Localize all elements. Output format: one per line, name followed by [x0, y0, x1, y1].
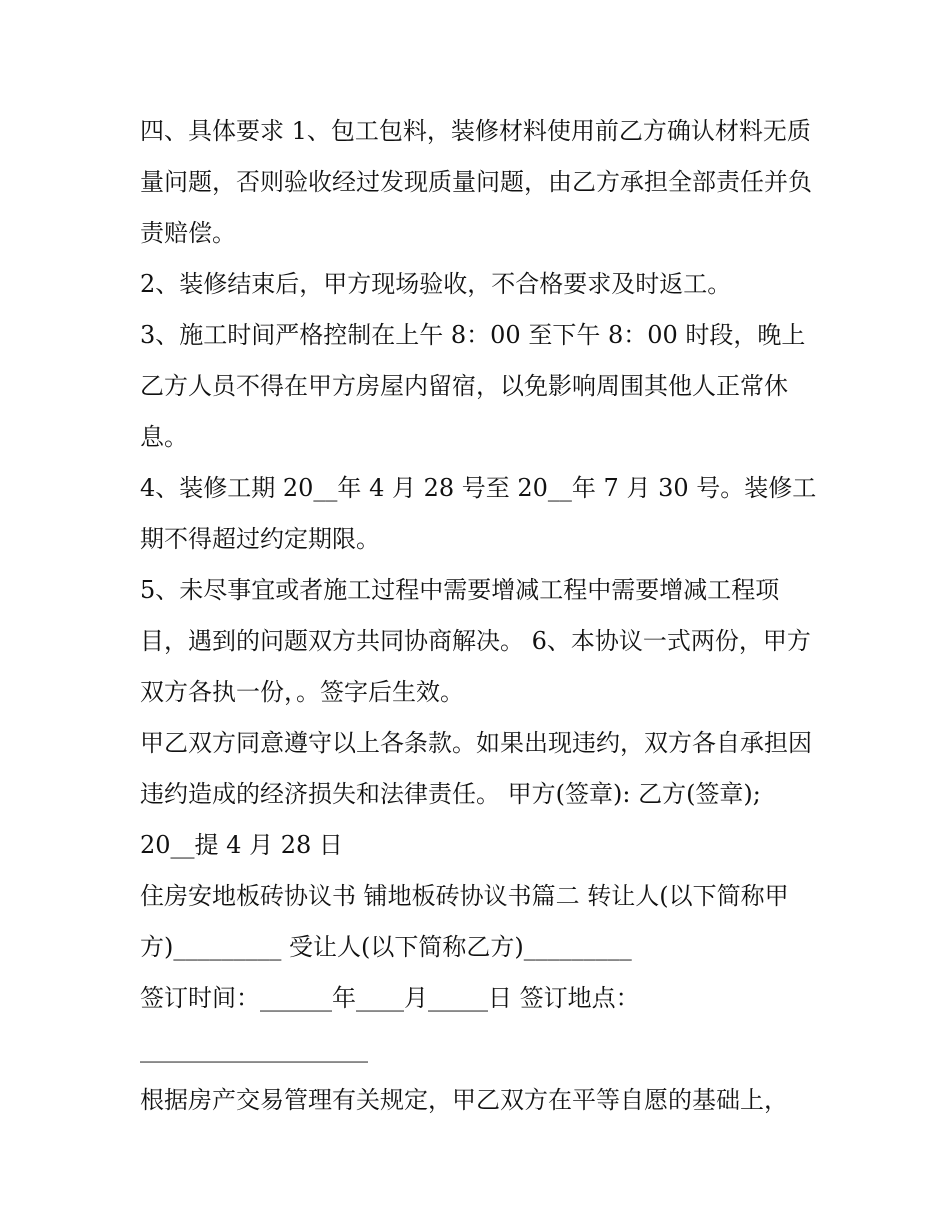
- paragraph-second-agreement-parties: 住房安地板砖协议书 铺地板砖协议书篇二 转让人(以下简称甲方)_________ 受让人(以下简称乙方)_________: [140, 882, 789, 961]
- paragraph-signing-place-blank: ___________________: [140, 1035, 368, 1063]
- paragraph-requirements-5-6: 5、未尽事宜或者施工过程中需要增减工程中需要增减工程项目，遇到的问题双方共同协商解决。 6、本协议一式两份，甲方双方各执一份，。签字后生效。: [140, 576, 811, 706]
- paragraph-signing-time-place: 签订时间：______年____月_____日 签订地点：: [140, 984, 640, 1012]
- paragraph-agreement-signatures: 甲乙双方同意遵守以上各条款。如果出现违约，双方各自承担因违约造成的经济损失和法律责任。 甲方(签章): 乙方(签章);: [140, 729, 812, 808]
- paragraph-requirements-3: 3、施工时间严格控制在上午 8：00 至下午 8：00 时段，晚上乙方人员不得在甲方房屋内留宿，以免影响周围其他人正常休息。: [140, 321, 806, 451]
- paragraph-requirements-4: 4、装修工期 20__年 4 月 28 号至 20__年 7 月 30 号。装修工期不得超过约定期限。: [140, 474, 817, 553]
- paragraph-basis: 根据房产交易管理有关规定，甲乙双方在平等自愿的基础上，: [140, 1086, 788, 1114]
- paragraph-requirements-1: 四、具体要求 1、包工包料，装修材料使用前乙方确认材料无质量问题，否则验收经过发现质量问题，由乙方承担全部责任并负责赔偿。: [140, 117, 812, 247]
- document-body: [140, 106, 820, 1126]
- paragraph-requirements-2: 2、装修结束后，甲方现场验收，不合格要求及时返工。: [140, 270, 732, 298]
- paragraph-date: 20__提 4 月 28 日: [140, 831, 343, 859]
